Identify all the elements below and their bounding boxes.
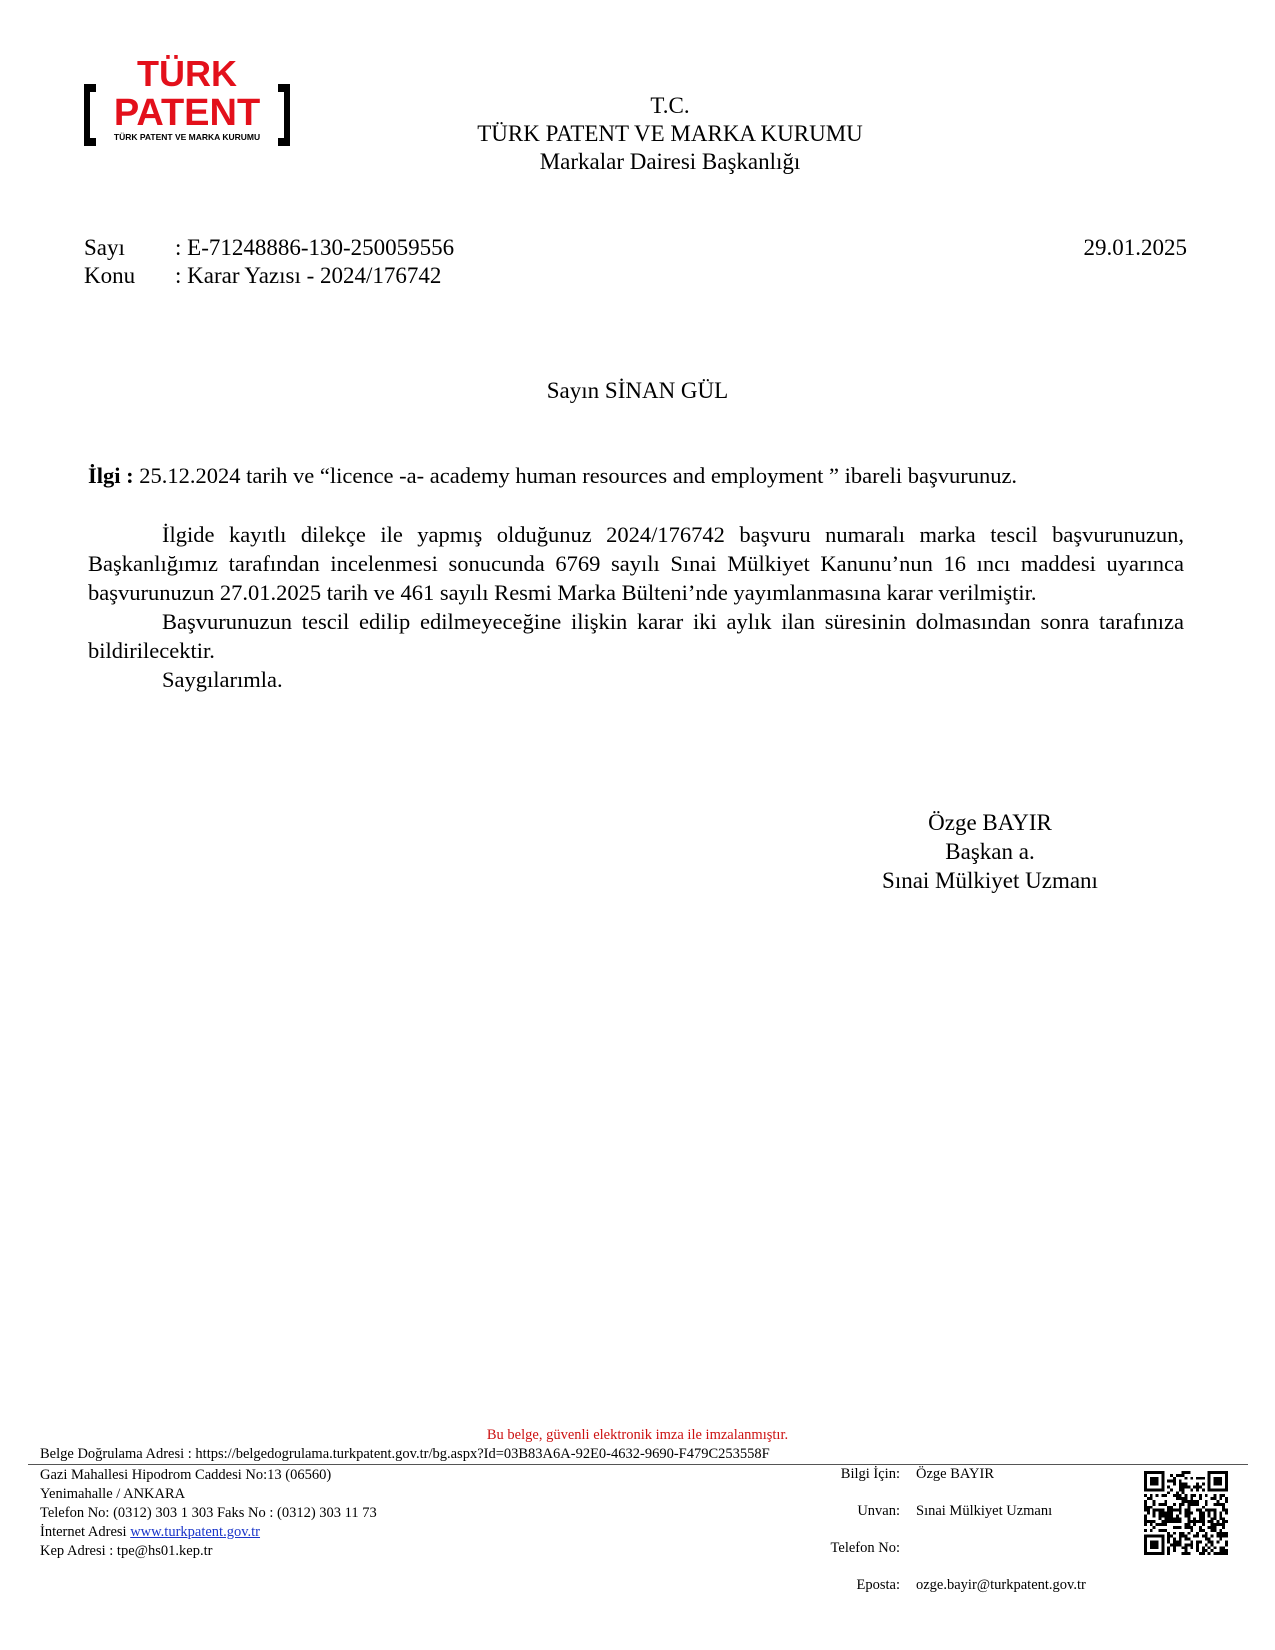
contact-value: Sınai Mülkiyet Uzmanı bbox=[916, 1503, 1053, 1519]
konu-label: Konu bbox=[84, 263, 136, 288]
logo-bracket-left bbox=[84, 84, 96, 146]
signer-title: Sınai Mülkiyet Uzmanı bbox=[882, 868, 1098, 893]
logo-bracket-right bbox=[278, 84, 290, 146]
letter-body bbox=[88, 520, 1184, 694]
footer-divider bbox=[28, 1464, 1248, 1465]
logo-line2: PATENT bbox=[113, 92, 261, 134]
contact-label: Unvan: bbox=[857, 1503, 900, 1519]
turk-patent-logo bbox=[82, 54, 292, 150]
phone-fax: Telefon No: (0312) 303 1 303 Faks No : (0312) 303 11 73 bbox=[40, 1505, 377, 1521]
contact-value: Özge BAYIR bbox=[916, 1466, 995, 1482]
sayi-label: Sayı bbox=[84, 235, 125, 260]
contact-value: ozge.bayir@turkpatent.gov.tr bbox=[916, 1577, 1086, 1593]
website-link[interactable]: www.turkpatent.gov.tr bbox=[130, 1524, 261, 1540]
verification-address: Belge Doğrulama Adresi : https://belgedogrulama.turkpatent.gov.tr/bg.aspx?Id=03B83A6A-92E0-4632-9690-F479C253558F bbox=[40, 1446, 770, 1462]
internet-label: İnternet Adresi bbox=[40, 1524, 131, 1540]
kep-address: Kep Adresi : tpe@hs01.kep.tr bbox=[40, 1543, 213, 1559]
closing: Saygılarımla. bbox=[162, 667, 283, 692]
sayi-value: : E-71248886-130-250059556 bbox=[175, 235, 455, 260]
salutation: Sayın SİNAN GÜL bbox=[546, 378, 729, 403]
contact-label: Telefon No: bbox=[830, 1540, 900, 1556]
address-line2: Yenimahalle / ANKARA bbox=[40, 1486, 186, 1502]
signer-role: Başkan a. bbox=[945, 839, 1035, 864]
contact-label: Bilgi İçin: bbox=[840, 1466, 900, 1482]
address-line1: Gazi Mahallesi Hipodrom Caddesi No:13 (06560) bbox=[40, 1467, 332, 1483]
ilgi-text: 25.12.2024 tarih ve “licence -a- academy human resources and employment ” ibareli başvurunuz. bbox=[133, 463, 1018, 488]
ilgi-label: İlgi : bbox=[88, 463, 134, 488]
esign-note: Bu belge, güvenli elektronik imza ile imzalanmıştır. bbox=[486, 1427, 789, 1443]
body-paragraph-1: İlgide kayıtlı dilekçe ile yapmış olduğunuz 2024/176742 başvuru numaralı marka tescil başvurunuzun, Başkanlığımız tarafından incelenmesi sonucunda 6769 sayılı Sınai Mülkiyet Kanunu’nun 16 ıncı maddesi uyarınca başvurunuzun 27.01.2025 tarih ve 461 sayılı Resmi Marka Bülteni’nde yayımlanmasına karar verilmiştir. bbox=[88, 522, 1184, 605]
signer-name: Özge BAYIR bbox=[928, 810, 1052, 835]
konu-value: : Karar Yazısı - 2024/176742 bbox=[175, 263, 442, 288]
header-tc: T.C. bbox=[650, 93, 690, 118]
contact-label: Eposta: bbox=[856, 1577, 900, 1593]
letterhead bbox=[400, 92, 940, 176]
body-paragraph-2: Başvurunuzun tescil edilip edilmeyeceğine ilişkin karar iki aylık ilan süresinin dolmasından sonra tarafınıza bildirilecektir. bbox=[88, 609, 1184, 663]
header-department: Markalar Dairesi Başkanlığı bbox=[539, 149, 801, 174]
ilgi-line bbox=[88, 463, 1198, 489]
institution-address bbox=[40, 1466, 377, 1561]
signature-block bbox=[850, 808, 1130, 895]
internet-line bbox=[40, 1523, 377, 1542]
header-institution: TÜRK PATENT VE MARKA KURUMU bbox=[477, 121, 863, 146]
logo-line1: TÜRK bbox=[137, 54, 237, 94]
qr-code-icon bbox=[1144, 1471, 1228, 1555]
document-date: 29.01.2025 bbox=[1083, 235, 1187, 260]
logo-line3: TÜRK PATENT VE MARKA KURUMU bbox=[113, 132, 261, 142]
